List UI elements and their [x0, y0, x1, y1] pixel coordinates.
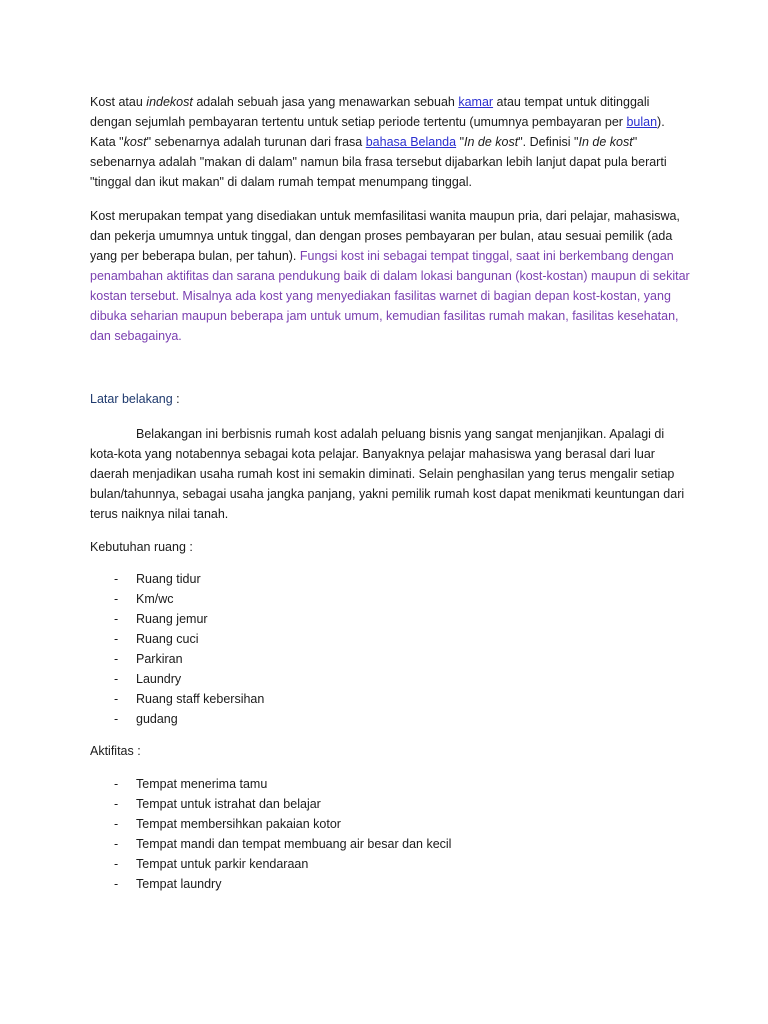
list-item-text: Ruang jemur — [136, 612, 208, 626]
list-item-text: gudang — [136, 712, 178, 726]
list-item-text: Laundry — [136, 672, 182, 686]
list-item-text: Ruang tidur — [136, 572, 201, 586]
dash-bullet: - — [114, 572, 119, 586]
dash-bullet: - — [114, 632, 119, 646]
dash-bullet: - — [114, 817, 119, 831]
dash-bullet: - — [114, 652, 119, 666]
text: adalah sebuah jasa yang menawarkan sebuah — [192, 95, 459, 109]
term-indekost: indekost — [146, 95, 193, 109]
dash-bullet: - — [114, 857, 119, 871]
text: " sebenarnya adalah "makan di dalam" namun bila frasa tersebut dijabarkan lebih lanjut dapat pula berarti "tinggal dan ikut makan" di dalam rumah tempat menumpang tinggal. — [90, 135, 667, 189]
aktifitas-heading: Aktifitas : — [90, 744, 141, 758]
kebutuhan-ruang-heading: Kebutuhan ruang : — [90, 540, 193, 554]
dash-bullet: - — [114, 672, 119, 686]
list-item-text: Km/wc — [136, 592, 174, 606]
list-item-text: Tempat mandi dan tempat membuang air besar dan kecil — [136, 837, 452, 851]
paragraph-definition — [90, 92, 690, 192]
list-item-text: Parkiran — [136, 652, 183, 666]
list-item-text: Ruang cuci — [136, 632, 199, 646]
highlighted-text: Fungsi kost ini sebagai tempat tinggal, saat ini berkembang dengan penambahan aktifitas dan sarana pendukung baik di dalam lokasi bangunan (kost-kostan) maupun di sekitar kostan tersebut. Misalnya ada kost yang menyediakan fasilitas warnet di bagian depan kost-kostan, yang dibuka seharian maupun beberapa jam untuk umum, kemudian fasilitas rumah makan, fasilitas kesehatan, dan sebagainya. — [90, 249, 690, 343]
section-heading: Latar belakang — [90, 392, 173, 406]
dash-bullet: - — [114, 692, 119, 706]
dash-bullet: - — [114, 837, 119, 851]
text: " — [456, 135, 465, 149]
text: atau tempat untuk ditinggali dengan sejumlah pembayaran tertentu untuk setiap periode tertentu (umumnya pembayaran per — [90, 95, 650, 129]
text: " sebenarnya adalah turunan dari frasa — [146, 135, 366, 149]
term-in-de-kost: In de kost — [464, 135, 519, 149]
list-item-text: Tempat untuk parkir kendaraan — [136, 857, 309, 871]
text: Kost merupakan tempat yang disediakan untuk memfasilitasi wanita maupun pria, dari pelajar, mahasiswa, dan pekerja umumnya untuk tinggal, dan dengan proses pembayaran per bulan, atau sesuai pemilik (ada yang per beberapa bulan, per tahun). — [90, 209, 680, 263]
dash-bullet: - — [114, 797, 119, 811]
list-item-text: Tempat membersihkan pakaian kotor — [136, 817, 341, 831]
dash-bullet: - — [114, 712, 119, 726]
term-kost: kost — [123, 135, 147, 149]
paragraph-description — [90, 206, 690, 346]
text: ". Definisi " — [518, 135, 579, 149]
list-item-text: Ruang staff kebersihan — [136, 692, 265, 706]
link-kamar[interactable]: kamar — [458, 95, 494, 109]
text: Kost atau — [90, 95, 147, 109]
link-bahasa-belanda[interactable]: bahasa Belanda — [365, 135, 457, 149]
dash-bullet: - — [114, 777, 119, 791]
latar-belakang-heading — [90, 389, 690, 409]
list-item-text: Tempat menerima tamu — [136, 777, 268, 791]
link-bulan[interactable]: bulan — [626, 115, 658, 129]
term-in-de-kost: In de kost — [578, 135, 633, 149]
dash-bullet: - — [114, 877, 119, 891]
text: : — [172, 392, 180, 406]
list-item-text: Tempat untuk istrahat dan belajar — [136, 797, 321, 811]
latar-belakang-body: Belakangan ini berbisnis rumah kost adalah peluang bisnis yang sangat menjanjikan. Apalagi di kota-kota yang notabennya sebagai kota pelajar. Banyaknya pelajar mahasiswa yang berasal dari luar daerah menjadikan usaha rumah kost ini semakin diminati. Selain penghasilan yang terus mengalir setiap bulan/tahunnya, sebagai usaha jangka panjang, yakni pemilik rumah kost dapat menikmati keuntungan dari terus naiknya nilai tanah. — [90, 427, 685, 521]
dash-bullet: - — [114, 612, 119, 626]
list-item-text: Tempat laundry — [136, 877, 222, 891]
text: ). Kata " — [90, 115, 665, 149]
dash-bullet: - — [114, 592, 119, 606]
